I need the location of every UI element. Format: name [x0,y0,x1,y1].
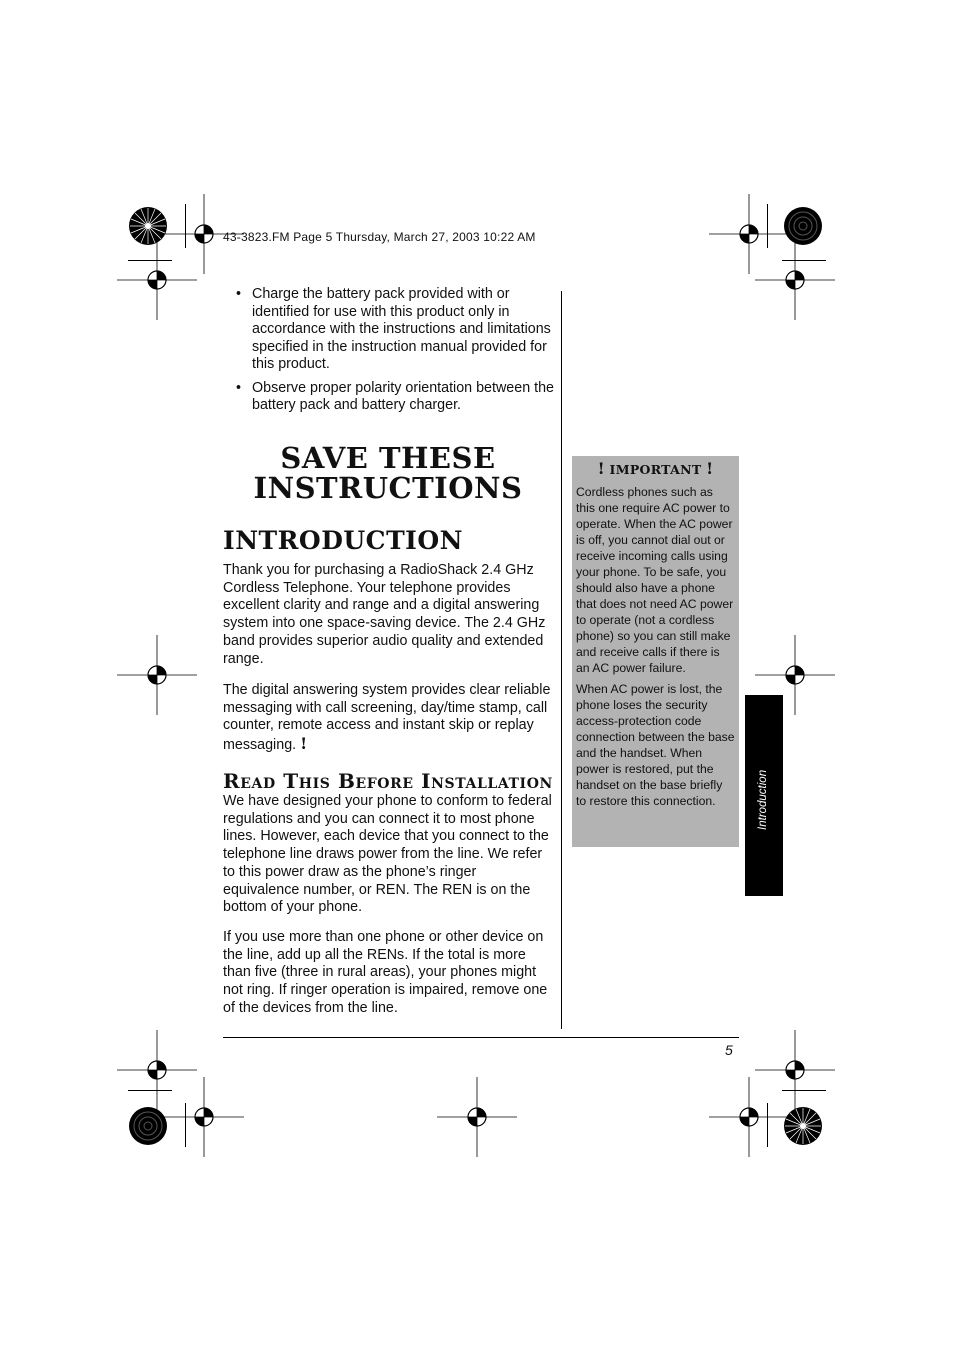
column-divider [561,291,562,1029]
read-before-installation-heading: Read This Before Installation [223,769,553,793]
important-label: IMPORTANT [609,462,702,477]
registration-mark-icon [709,1077,789,1157]
print-slug-line: 43-3823.FM Page 5 Thursday, March 27, 2003 10:22 AM [223,230,536,244]
crop-mark [782,1090,826,1091]
intro-paragraph: Thank you for purchasing a RadioShack 2.4 GHz Cordless Telephone. Your telephone provides excellent clarity and range and a digital answering system into one space-saving device. The 2.4 GHz band provides superior audio quality and extended range. [223,562,546,667]
registration-mark-icon [117,635,197,715]
crop-mark [185,204,186,248]
important-note-marker-icon: ! [300,734,308,754]
list-item: • Charge the battery pack provided with or identified for use with this product only in accordance with the instructions and limitations specified in the instruction manual provided for this product. [234,286,554,374]
section-tab-label: Introduction [757,769,769,830]
page-number: 5 [725,1042,733,1058]
crop-mark [185,1103,186,1147]
registration-mark-icon [437,1077,517,1157]
exclamation-icon: ! [597,459,605,478]
important-note-box [572,456,739,847]
ren-total-paragraph: If you use more than one phone or other device on the line, add up all the RENs. If the total is more than five (three in rural areas), your phones might not ring. If ringer operation is impaired, remove one of the devices from the line. [223,929,548,1016]
registration-mark-icon [164,1077,244,1157]
crop-mark [128,1090,172,1091]
safety-bullet-list [234,286,554,421]
crop-mark [767,1103,768,1147]
answering-system-paragraph: The digital answering system provides clear reliable messaging with call screening, day/time stamp, call counter, remote access and instant skip or replay messaging. ! [223,682,551,754]
introduction-heading: INTRODUCTION [223,526,464,555]
important-note-paragraph: When AC power is lost, the phone loses the security access-protection code connection between the base and the handset. When power is restored, put the handset on the base briefly to restore this connection. [576,682,735,808]
registration-mark-icon [117,240,197,320]
starburst-mark-bottom-right [783,1106,823,1146]
registration-mark-icon [755,240,835,320]
exclamation-icon: ! [706,459,714,478]
crop-mark [128,260,172,261]
starburst-mark-bottom-left [128,1106,168,1146]
important-note-paragraph: Cordless phones such as this one require AC power to operate. When the AC power is off, you cannot dial out or receive incoming calls using your phone. To be safe, you should also have a phone that does not need AC power to operate (not a cordless phone) so you can still make and receive calls if there is an AC power failure. [576,485,734,675]
important-note-heading [576,459,735,478]
list-item: • Observe proper polarity orientation between the battery pack and battery charger. [234,380,554,415]
footer-rule [223,1037,739,1038]
ren-paragraph: We have designed your phone to conform to federal regulations and you can connect it to most phone lines. However, each device that you connect to the telephone line draws power from the line. We refer to this power draw as the phone’s ringer equivalence number, or REN. The REN is on the bottom of your phone. [223,793,552,916]
crop-mark [782,260,826,261]
crop-mark [767,204,768,248]
save-instructions-title: SAVE THESE INSTRUCTIONS [253,441,523,505]
